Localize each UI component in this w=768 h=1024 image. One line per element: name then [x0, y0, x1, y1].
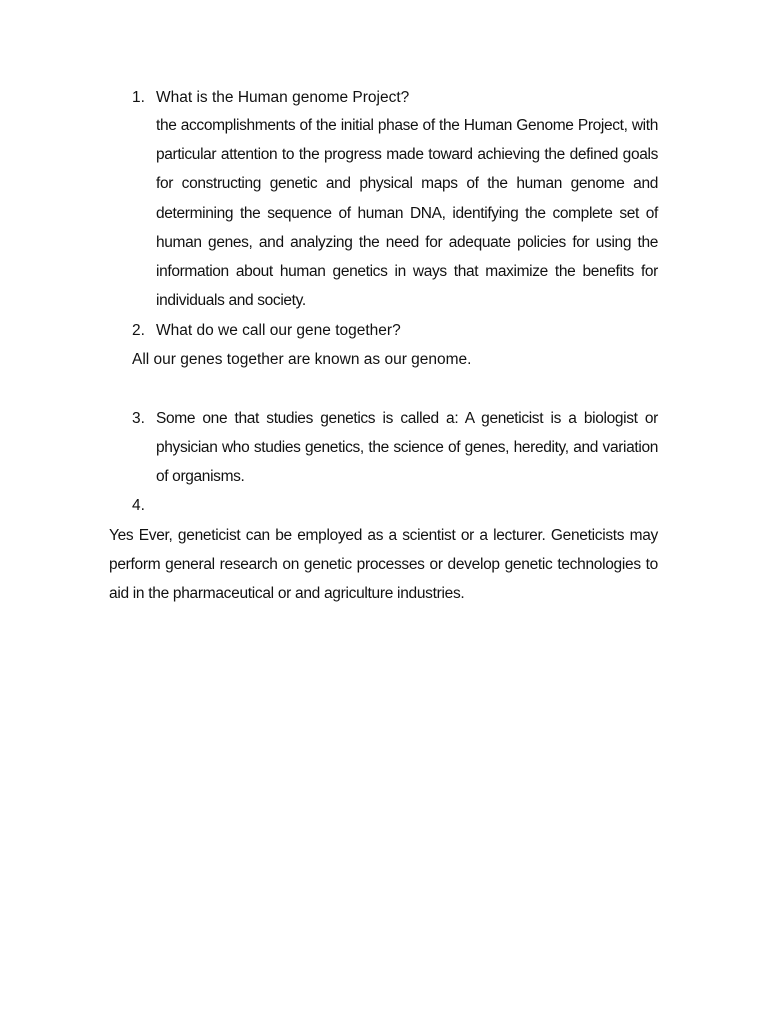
item-4-answer-line: aid in the pharmaceutical or and agriculture industries. [109, 585, 465, 602]
item-3-text [156, 404, 658, 492]
item-3-line: physician who studies genetics, the science of genes, heredity, and variation [156, 439, 658, 457]
item-1-number: 1. [132, 89, 145, 106]
item-1-question: What is the Human genome Project? [156, 89, 410, 106]
item-2-number: 2. [132, 322, 145, 339]
item-1-answer-line: human genes, and analyzing the need for adequate policies for using the [156, 233, 658, 251]
item-4-answer [109, 521, 658, 608]
item-4-answer-line: Yes Ever, geneticist can be employed as a scientist or a lecturer. Geneticists may [109, 527, 658, 544]
item-4-answer-line: perform general research on genetic processes or develop genetic technologies to [109, 556, 658, 573]
item-3-line: Some one that studies genetics is called a: A geneticist is a biologist or [156, 410, 658, 427]
item-2-answer: All our genes together are known as our genome. [132, 351, 472, 368]
item-1-answer-line: determining the sequence of human DNA, identifying the complete set of [156, 204, 658, 222]
item-3-number: 3. [132, 410, 145, 427]
item-1-answer-line: individuals and society. [156, 292, 306, 310]
item-1-answer-line: particular attention to the progress made toward achieving the defined goals [156, 146, 658, 164]
item-1-answer-line: the accomplishments of the initial phase of the Human Genome Project, with [156, 117, 658, 134]
item-2-question: What do we call our gene together? [156, 322, 401, 339]
item-3-line: of organisms. [156, 468, 245, 486]
item-1-answer [156, 111, 658, 315]
item-1-answer-line: for constructing genetic and physical maps of the human genome and [156, 175, 658, 193]
item-1-answer-line: information about human genetics in ways that maximize the benefits for [156, 262, 658, 280]
item-4-number: 4. [132, 497, 145, 514]
